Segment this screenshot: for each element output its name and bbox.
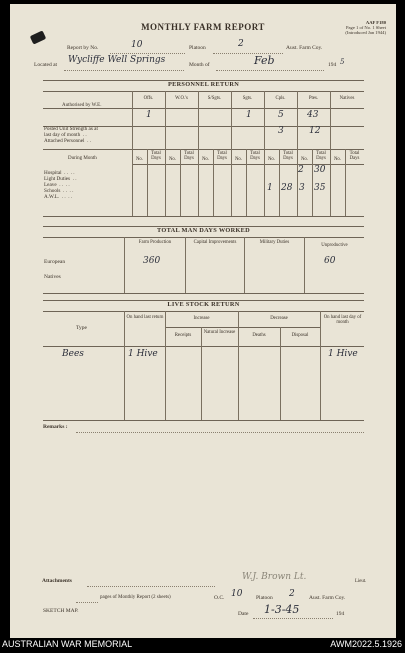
rule — [43, 149, 364, 150]
report-title: MONTHLY FARM REPORT — [141, 22, 265, 32]
during-rows-label: Hospital . . . . Light Duties . . Leave . . . . Schools . . . . A.W.L. . . . . — [44, 170, 77, 200]
row-european: European — [44, 259, 66, 265]
european-farm-production: 360 — [143, 256, 161, 266]
sub-header-no: No. — [234, 157, 243, 162]
col-rule — [320, 311, 321, 420]
col-rule — [280, 327, 281, 420]
sketch-map-label: SKETCH MAP. — [43, 608, 79, 614]
col-header-ssgts: S/Sgts. — [207, 96, 222, 101]
sub-header-no: No. — [267, 157, 276, 162]
on-hand-end-label: On hand last day of month — [323, 315, 362, 326]
sub-header-days: Total Days — [349, 151, 360, 162]
type-label: Type — [76, 325, 87, 331]
month-line — [216, 70, 324, 71]
sub-header-days: Total Days — [250, 151, 260, 162]
livestock-type-value: Bees — [62, 349, 84, 359]
coy-label: Aust. Farm Coy. — [286, 45, 323, 51]
located-line — [64, 70, 184, 71]
col-rule — [231, 91, 232, 216]
oc-no: 10 — [231, 589, 243, 599]
authorised-ptes: 43 — [307, 110, 319, 120]
sub-header-no: No. — [201, 157, 210, 162]
pages-line — [76, 602, 98, 603]
disposal-label: Disposal — [291, 333, 309, 338]
located-label: Located at — [34, 62, 58, 68]
date-line — [253, 618, 333, 619]
col-header-capital: Capital Improvements — [193, 240, 237, 245]
date-year-label: 194 — [336, 611, 345, 617]
posted-ptes: 12 — [309, 126, 321, 136]
man-days-section-title: TOTAL MAN DAYS WORKED — [156, 227, 251, 234]
sub-header-no: No. — [168, 157, 177, 162]
deaths-label: Deaths — [252, 333, 266, 338]
receipts-label: Receipts — [174, 333, 192, 338]
date-value: 1-3-45 — [264, 603, 300, 616]
form-code-line: (Introduced Jan 1944) — [345, 30, 386, 36]
pages-text: pages of Monthly Report (2 sheets) — [100, 595, 171, 600]
col-header-sgts: Sgts. — [242, 96, 253, 101]
report-no-value: 10 — [131, 40, 143, 50]
rule — [43, 311, 364, 312]
report-paper — [10, 4, 396, 638]
increase-label: Increase — [193, 316, 210, 321]
caption-left: AUSTRALIAN WAR MEMORIAL — [2, 639, 133, 649]
leave-cpls-days: 28 — [281, 183, 293, 193]
month-value: Feb — [254, 54, 275, 67]
year-value: 5 — [340, 58, 345, 66]
platoon-label: Platoon — [189, 45, 206, 51]
signature-rank: Lieut. — [355, 579, 367, 584]
sub-header-no: No. — [135, 157, 144, 162]
livestock-section-title: LIVE STOCK RETURN — [167, 301, 240, 308]
col-rule — [264, 91, 265, 216]
sub-header-days: Total Days — [316, 151, 326, 162]
leave-ptes-days: 35 — [314, 183, 326, 193]
sub-header-days: Total Days — [184, 151, 194, 162]
col-rule — [201, 327, 202, 420]
posted-cpls: 3 — [278, 126, 284, 136]
sub-header-days: Total Days — [283, 151, 293, 162]
col-header-farm-production: Farm Production — [138, 240, 172, 245]
month-label: Month of — [189, 62, 210, 68]
livestock-on-hand-end-value: 1 Hive — [328, 349, 358, 359]
on-hand-label: On hand last return — [126, 315, 164, 320]
sub-header-no: No. — [300, 157, 309, 162]
authorised-offs: 1 — [146, 110, 152, 120]
row-natives: Natives — [44, 274, 61, 280]
european-unproductive: 60 — [324, 256, 336, 266]
col-rule — [165, 311, 166, 420]
col-rule — [165, 91, 166, 216]
year-label: 194 — [328, 62, 337, 68]
form-code — [345, 20, 386, 36]
posted-label: Posted Unit Strength as at last day of month . . Attached Personnel . . — [44, 126, 98, 144]
rule — [43, 91, 364, 92]
col-rule — [198, 91, 199, 216]
col-rule — [330, 91, 331, 216]
sub-header-days: Total Days — [217, 151, 227, 162]
col-header-cpls: Cpls. — [275, 96, 286, 101]
col-rule — [297, 91, 298, 216]
col-header-military: Military Duties — [259, 240, 290, 245]
footer-platoon-label: Platoon — [256, 595, 273, 601]
natural-increase-label: Natural Increase — [203, 330, 236, 335]
col-rule — [132, 91, 133, 216]
sub-header-no: No. — [333, 157, 342, 162]
rule — [43, 216, 364, 217]
col-header-wos: W.O.'s — [175, 96, 188, 101]
rule — [43, 346, 364, 347]
platoon-value: 2 — [238, 39, 244, 49]
remarks-line — [76, 432, 364, 433]
rule — [43, 237, 364, 238]
col-header-unproductive: Unproductive — [321, 243, 348, 248]
during-month-label: During Month — [68, 156, 97, 161]
signature: W.J. Brown Lt. — [242, 572, 307, 582]
footer-platoon-no: 2 — [289, 589, 295, 599]
form-code-line: AAF F180 — [365, 20, 386, 25]
sub-header-days: Total Days — [151, 151, 161, 162]
report-by-label: Report by No. — [67, 45, 99, 51]
col-header-offs: Offs. — [143, 96, 154, 101]
authorised-cpls: 5 — [278, 110, 284, 120]
col-rule — [124, 311, 125, 420]
col-header-ptes: Ptes. — [308, 96, 319, 101]
oc-label: O.C. — [214, 595, 225, 601]
located-value: Wycliffe Well Springs — [68, 55, 166, 65]
rule — [43, 293, 364, 294]
hospital-days: 30 — [314, 165, 326, 175]
col-header-natives: Natives — [339, 96, 355, 101]
caption-right: AWM2022.5.1926 — [330, 639, 402, 649]
authorised-label: Authorised by W.E. — [62, 103, 102, 108]
hospital-no: 2 — [298, 165, 304, 175]
personnel-section-title: PERSONNEL RETURN — [167, 81, 240, 88]
leave-cpls-no: 1 — [267, 183, 273, 193]
remarks-label: Remarks : — [43, 424, 68, 430]
attachments-line — [87, 586, 215, 587]
rule — [165, 327, 320, 328]
col-rule — [238, 311, 239, 420]
rule — [43, 108, 364, 109]
livestock-on-hand-value: 1 Hive — [128, 349, 158, 359]
leave-ptes-no: 3 — [299, 183, 305, 193]
report-no-line — [110, 53, 185, 54]
decrease-label: Decrease — [270, 316, 288, 321]
footer-coy-label: Aust. Farm Coy. — [309, 595, 346, 601]
date-label: Date — [238, 611, 249, 617]
authorised-sgts: 1 — [246, 110, 252, 120]
rule — [43, 420, 364, 421]
attachments-label: Attachments — [42, 578, 72, 584]
form-code-line: Page 1 of No. 1 Sheet — [345, 25, 386, 31]
